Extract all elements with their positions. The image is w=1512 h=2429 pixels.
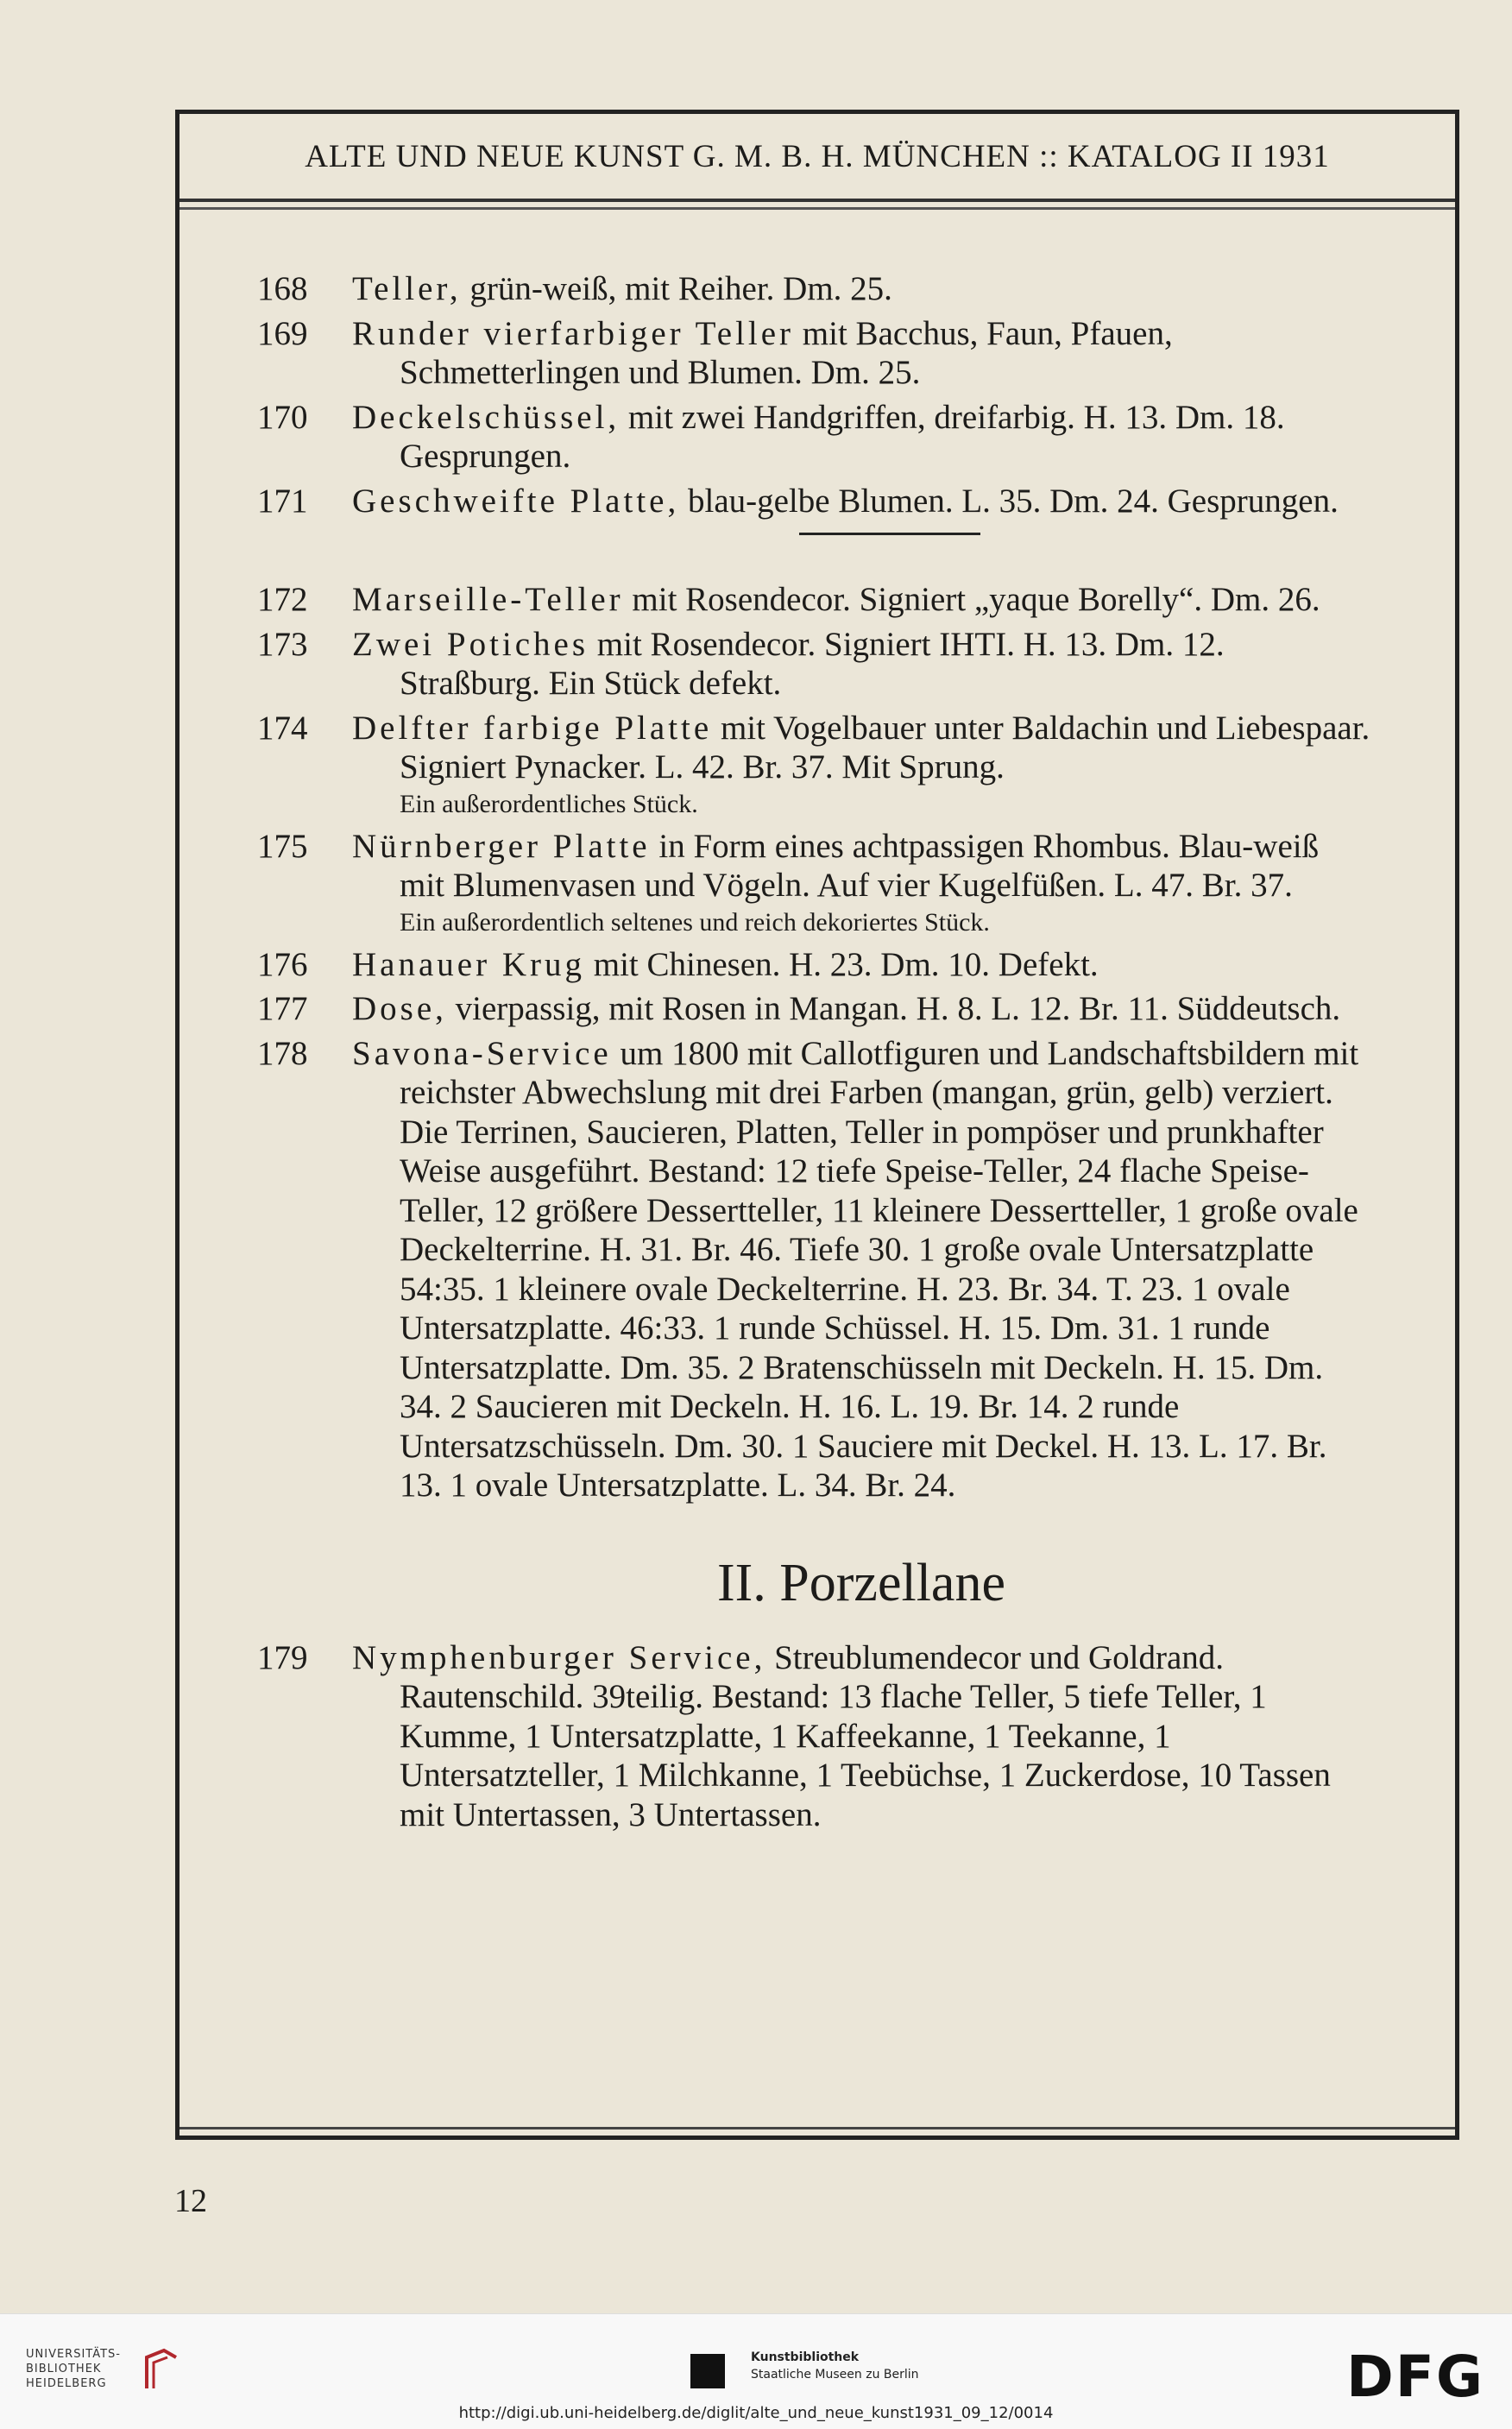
entry-title: Dose, (352, 990, 447, 1027)
entry-description: in Form eines achtpassigen Rhombus. Blau-weiß mit Blumenvasen und Vögeln. Auf vier Kugelfüßen. L. 47. Br. 37. (400, 827, 1320, 904)
entry-description: mit Rosendecor. Signiert IHTI. H. 13. Dm. 12. Straßburg. Ein Stück defekt. (400, 625, 1225, 702)
entry-number: 177 (257, 990, 308, 1027)
running-header: ALTE UND NEUE KUNST G. M. B. H. MÜNCHEN :: KATALOG II 1931 (180, 114, 1455, 202)
entry-list-porcelain (257, 1638, 1370, 1835)
entry-number: 169 (257, 314, 308, 352)
permalink-url[interactable]: http://digi.ub.uni-heidelberg.de/diglit/alte_und_neue_kunst1931_09_12/0014 (458, 2404, 1054, 2422)
entry-list-faience (257, 269, 1370, 520)
entry-title: Deckelschüssel, (352, 398, 621, 436)
entry-description: blau-gelbe Blumen. L. 35. Dm. 24. Gesprungen. (679, 482, 1339, 520)
entry-title: Delfter farbige Platte (352, 709, 713, 747)
entry-title: Hanauer Krug (352, 945, 585, 983)
entry-description: mit Rosendecor. Signiert „yaque Borelly“. Dm. 26. (623, 581, 1320, 618)
entry-number: 171 (257, 482, 308, 520)
entry-number: 178 (257, 1034, 308, 1072)
entry-description: mit Chinesen. H. 23. Dm. 10. Defekt. (584, 945, 1099, 983)
catalog-entry (257, 827, 1370, 940)
entry-title: Geschweifte Platte, (352, 482, 680, 520)
catalog-entry (257, 945, 1370, 985)
entry-note: Ein außerordentliches Stück. (400, 789, 698, 818)
divider-rule (799, 533, 980, 535)
digitization-footer (0, 2313, 1512, 2429)
entry-description: vierpassig, mit Rosen in Mangan. H. 8. L. 12. Br. 11. Süddeutsch. (446, 990, 1341, 1027)
entry-number: 172 (257, 581, 308, 618)
entry-title: Runder vierfarbiger Teller (352, 314, 795, 352)
entry-title: Nymphenburger Service, (352, 1638, 766, 1676)
catalog-entry (257, 398, 1370, 476)
entry-description: mit zwei Handgriffen, dreifarbig. H. 13. Dm. 18. Gesprungen. (400, 398, 1285, 475)
header-rule (180, 207, 1455, 210)
entry-number: 170 (257, 398, 308, 436)
catalog-entry (257, 1638, 1370, 1835)
entry-list-faience-continued (257, 580, 1370, 1505)
kunstbibliothek-text[interactable] (751, 2349, 919, 2383)
entry-number: 173 (257, 625, 308, 663)
catalog-entry (257, 625, 1370, 703)
entry-number: 168 (257, 270, 308, 307)
entry-number: 174 (257, 709, 308, 747)
entry-title: Savona-Service (352, 1034, 612, 1072)
entry-description: um 1800 mit Callotfiguren und Landschaftsbildern mit reichster Abwechslung mit drei Farben (mangan, grün, gelb) verziert. Die Terrinen, Saucieren, Platten, Teller in pompöser und prunkhafter Weise ausgeführt. Bestand: 12 tiefe Speise-Teller, 24 flache Speise-Teller, 12 größere Dessertteller, 11 kleinere Dessertteller, 1 große ovale Deckelterrine. H. 31. Br. 46. Tiefe 30. 1 große ovale Untersatzplatte 54:35. 1 kleinere ovale Deckelterrine. H. 23. Br. 34. T. 23. 1 ovale Untersatzplatte. 46:33. 1 runde Schüssel. H. 15. Dm. 31. 1 runde Untersatzplatte. Dm. 35. 2 Bratenschüsseln mit Deckeln. H. 15. Dm. 34. 2 Saucieren mit Deckeln. H. 16. L. 19. Br. 14. 2 runde Untersatzschüsseln. Dm. 30. 1 Sauciere mit Deckel. H. 13. L. 17. Br. 13. 1 ovale Untersatzplatte. L. 34. Br. 24. (400, 1034, 1359, 1504)
uni-line-2: BIBLIOTHEK (26, 2363, 102, 2375)
entry-number: 179 (257, 1638, 308, 1676)
entry-title: Marseille-Teller (352, 581, 624, 618)
entry-note: Ein außerordentlich seltenes und reich dekoriertes Stück. (400, 907, 990, 937)
entry-description: mit Bacchus, Faun, Pfauen, Schmetterlingen und Blumen. Dm. 25. (400, 314, 1173, 391)
catalog-entries (257, 269, 1370, 1839)
catalog-entry (257, 989, 1370, 1029)
kunstbibliothek-logo-icon[interactable] (690, 2354, 725, 2388)
catalog-entry (257, 1034, 1370, 1505)
section-title: II. Porzellane (717, 1553, 1005, 1612)
uni-line-1: UNIVERSITÄTS- (26, 2348, 121, 2361)
dfg-logo[interactable]: DFG (1346, 2344, 1485, 2410)
catalog-entry (257, 709, 1370, 822)
catalog-entry (257, 269, 1370, 309)
entry-number: 176 (257, 945, 308, 983)
entry-title: Zwei Potiches (352, 625, 589, 663)
university-library-text[interactable] (26, 2347, 121, 2391)
uni-line-3: HEIDELBERG (26, 2377, 107, 2390)
entry-description: mit Vogelbauer unter Baldachin und Liebespaar. Signiert Pynacker. L. 42. Br. 37. Mit Sprung. (400, 709, 1370, 785)
entry-title: Teller, (352, 270, 462, 307)
kb-sub: Staatliche Museen zu Berlin (751, 2368, 919, 2382)
entry-title: Nürnberger Platte (352, 827, 651, 865)
page-frame (175, 110, 1459, 2140)
catalog-entry (257, 314, 1370, 393)
university-logo-icon[interactable] (138, 2345, 185, 2395)
catalog-entry (257, 482, 1370, 521)
frame-bottom-rule (180, 2127, 1455, 2136)
entry-description: grün-weiß, mit Reiher. Dm. 25. (461, 270, 892, 307)
catalog-entry (257, 580, 1370, 620)
entry-number: 175 (257, 827, 308, 865)
entry-description: Streublumendecor und Goldrand. Rautenschild. 39teilig. Bestand: 13 flache Teller, 5 tiefe Teller, 1 Kumme, 1 Untersatzplatte, 1 Kaffeekanne, 1 Teekanne, 1 Untersatzteller, 1 Milchkanne, 1 Teebüchse, 1 Zuckerdose, 10 Tassen mit Untertassen, 3 Untertassen. (400, 1638, 1331, 1833)
page-number: 12 (174, 2183, 207, 2219)
kb-name: Kunstbibliothek (751, 2350, 860, 2364)
